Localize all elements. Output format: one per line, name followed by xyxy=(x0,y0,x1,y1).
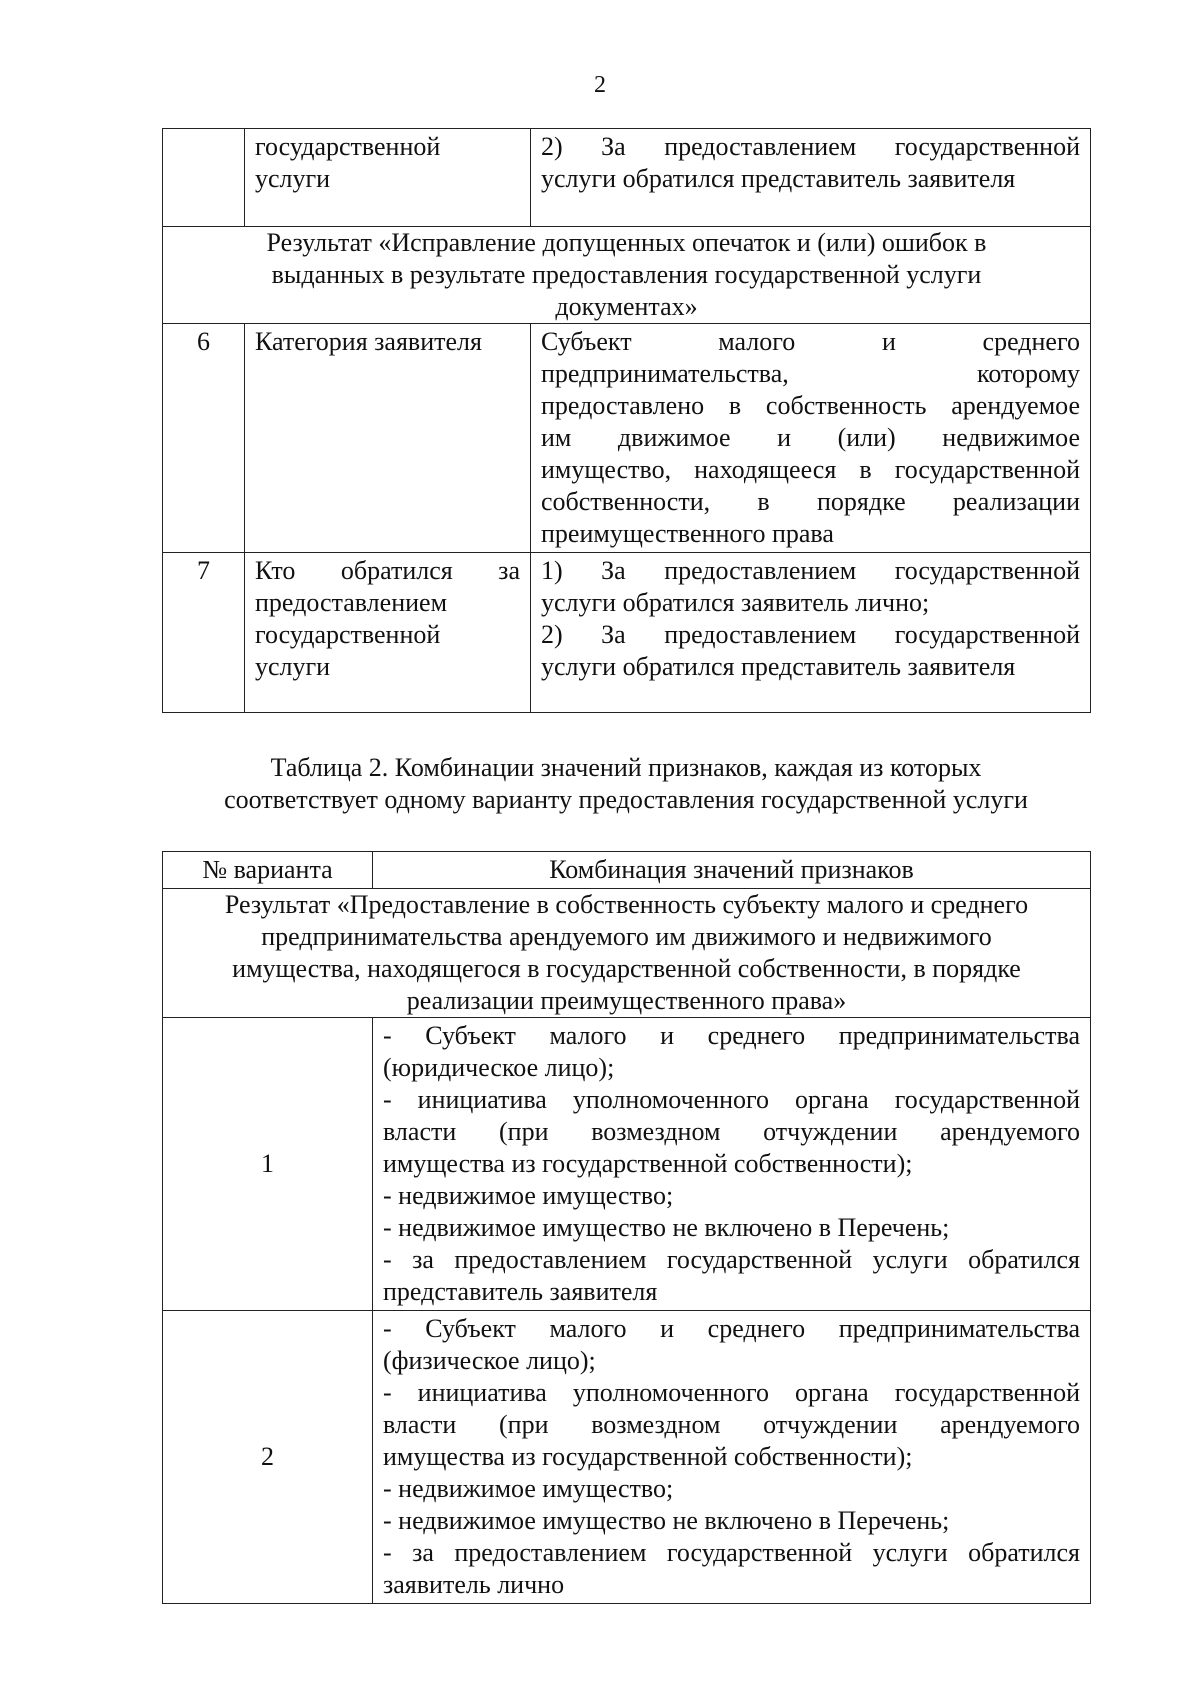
row-number: 7 xyxy=(163,553,245,713)
table-row xyxy=(163,324,1091,553)
section-title-row xyxy=(163,227,1091,324)
attribute-value: Субъект малого и среднего предпринимательства, которому предоставлено в собственность арендуемое им движимое и (или) недвижимое имущество, находящееся в государственной собственности, в порядке реализации преимущественного права xyxy=(531,324,1091,553)
variant-number: 2 xyxy=(163,1311,373,1604)
variant-number: 1 xyxy=(163,1018,373,1311)
attribute-label: Кто обратился за предоставлением государственной услуги xyxy=(245,553,531,713)
table-row-continued xyxy=(163,129,1091,227)
row-number-cell xyxy=(163,129,245,227)
variant-combination: - Субъект малого и среднего предпринимательства (юридическое лицо); - инициатива уполномоченного органа государственной власти (при возмездном отчуждении арендуемого имущества из государственной собственности); - недвижимое имущество; - недвижимое имущество не включено в Перечень; - за предоставлением государственной услуги обратился представитель заявителя xyxy=(373,1018,1091,1311)
table-row xyxy=(163,553,1091,713)
section-title-row xyxy=(163,889,1091,1018)
section-title: Результат «Предоставление в собственность субъекту малого и среднего предпринимательства арендуемого им движимого и недвижимого имущества, находящегося в государственной собственности, в порядке реализации преимущественного права» xyxy=(163,889,1091,1018)
attribute-value-cell: 2) За предоставлением государственной услуги обратился представитель заявителя xyxy=(531,129,1091,227)
header-variant-number: № варианта xyxy=(163,852,373,889)
header-combination: Комбинация значений признаков xyxy=(373,852,1091,889)
variant-row xyxy=(163,1018,1091,1311)
page-number: 2 xyxy=(594,72,606,98)
table-header-row xyxy=(163,852,1091,889)
variant-row xyxy=(163,1311,1091,1604)
attribute-label: Категория заявителя xyxy=(245,324,531,553)
table-caption: Таблица 2. Комбинации значений признаков, каждая из которых соответствует одному варианту предоставления государственной услуги xyxy=(224,753,1028,814)
variant-combination: - Субъект малого и среднего предпринимательства (физическое лицо); - инициатива уполномоченного органа государственной власти (при возмездном отчуждении арендуемого имущества из государственной собственности); - недвижимое имущество; - недвижимое имущество не включено в Перечень; - за предоставлением государственной услуги обратился заявитель лично xyxy=(373,1311,1091,1604)
attributes-table-continued xyxy=(162,128,1091,713)
variants-table xyxy=(162,851,1091,1604)
attribute-value: 1) За предоставлением государственной услуги обратился заявитель лично; 2) За предоставлением государственной услуги обратился представитель заявителя xyxy=(531,553,1091,713)
row-number: 6 xyxy=(163,324,245,553)
attribute-label-cell: государственной услуги xyxy=(245,129,531,227)
section-title: Результат «Исправление допущенных опечаток и (или) ошибок в выданных в результате предоставления государственной услуги документах» xyxy=(163,227,1091,324)
